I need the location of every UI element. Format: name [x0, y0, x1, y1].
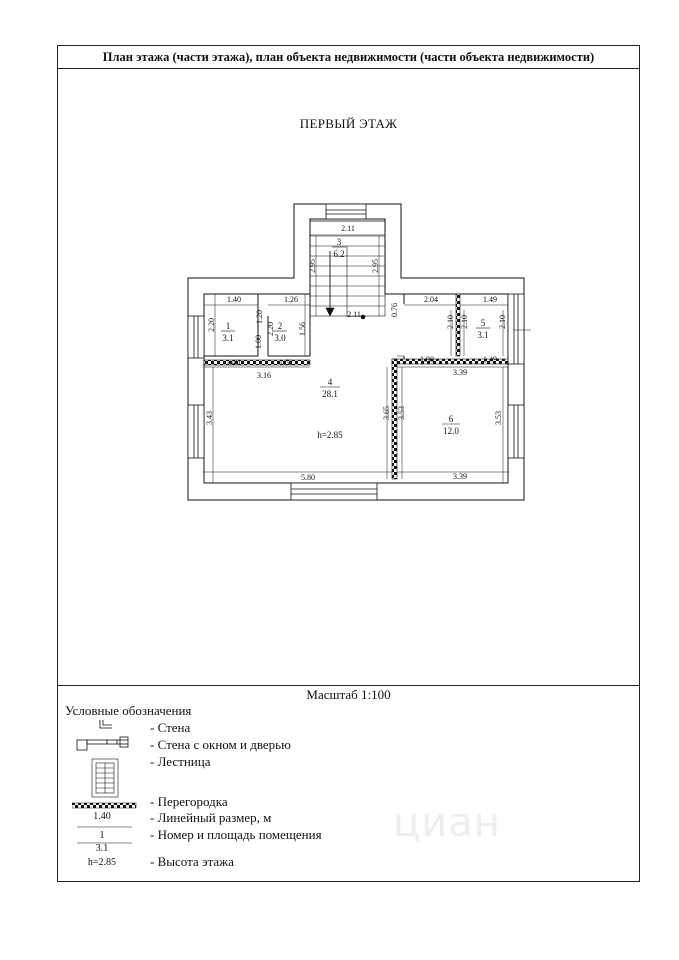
scale-divider [58, 685, 639, 686]
dim-r2-width: 1.26 [284, 295, 298, 304]
room-6-number: 6 [448, 414, 454, 424]
dim-r6-right: 3.53 [494, 411, 503, 425]
dim-r4-right-b: 3.53 [397, 406, 406, 420]
dim-r4-bottom: 5.80 [301, 473, 315, 482]
room-1-area: 3.1 [222, 333, 234, 343]
room-6-area: 12.0 [443, 426, 459, 436]
dimension-values [205, 224, 507, 482]
legend-wall-window-label: - Стена с окном и дверью [150, 737, 291, 752]
dim-r2-door: 1.00 [254, 335, 263, 349]
dim-stair-right: 2.95 [371, 259, 380, 273]
room-5-number: 5 [480, 318, 486, 328]
dim-r4-left: 3.43 [205, 411, 214, 425]
room-4-area: 28.1 [322, 389, 338, 399]
outer-walls [188, 204, 524, 500]
floor-height-label: h=2.85 [317, 430, 343, 440]
dim-r4-right-a: 3.65 [382, 406, 391, 420]
legend-sample-dim: 1.40 [93, 811, 111, 822]
floor-plan [58, 46, 641, 686]
dim-r2-right-h: 2.20 [266, 322, 275, 336]
room-1-number: 1 [225, 321, 231, 331]
legend-sample-room-number: 1 [99, 830, 105, 841]
dim-r2-left-h: 1.20 [255, 310, 264, 324]
dim-r5-top: 2.04 [424, 295, 438, 304]
legend-wall-label: - Стена [150, 720, 191, 735]
legend-sample-room-area: 3.1 [95, 843, 109, 854]
dim-r1-bottom: 1.40 [226, 358, 240, 367]
room-4-number: 4 [327, 377, 333, 387]
dim-r6-top: 3.39 [453, 368, 467, 377]
dim-corridor: 1.52 [279, 358, 293, 367]
dim-r2-low-h: 1.56 [298, 322, 307, 336]
legend-title: Условные обозначения [65, 703, 192, 718]
watermark-logo: циан [393, 800, 501, 846]
legend-height-label: - Высота этажа [150, 854, 234, 869]
windows [188, 204, 524, 500]
dim-r5-b: 2.10 [460, 315, 469, 329]
floor-title: ПЕРВЫЙ ЭТАЖ [299, 116, 398, 131]
scale-label: Масштаб 1:100 [306, 687, 391, 702]
room-2-area: 3.0 [274, 333, 286, 343]
legend-stairs-label: - Лестница [150, 754, 211, 769]
legend-sample-height: h=2.85 [87, 857, 117, 868]
legend-partition-icon [72, 803, 136, 808]
dim-r1-width: 1.40 [227, 295, 241, 304]
plan-frame [57, 45, 640, 882]
legend-dimension-label: - Линейный размер, м [150, 810, 272, 825]
legend-room-label: - Номер и площадь помещения [150, 827, 322, 842]
legend-stairs-icon [92, 759, 118, 797]
room-3-number: 3 [336, 237, 342, 247]
dim-stair-right-gap: 0.76 [390, 303, 399, 317]
dim-r1-height: 2.20 [207, 318, 216, 332]
dim-r5-a: 2.10 [446, 315, 455, 329]
dim-r4-top: 3.16 [257, 371, 271, 380]
legend-wall-icon [100, 720, 112, 728]
dim-r6-top-b: 1.49 [483, 355, 497, 364]
dim-r5-width: 1.49 [483, 295, 497, 304]
legend-wall-window-icon [77, 737, 128, 750]
document-header: План этажа (части этажа), план объекта недвижимости (части объекта недвижимости) [58, 46, 639, 69]
room-3-area: 6.2 [333, 249, 345, 259]
room-5-area: 3.1 [477, 330, 489, 340]
dim-r6-bottom: 3.39 [453, 472, 467, 481]
dim-stair-left: 2.95 [308, 259, 317, 273]
room-2-number: 2 [277, 321, 283, 331]
dim-stair-bottom: 2.11 [347, 310, 361, 319]
legend-partition-label: - Перегородка [150, 794, 228, 809]
dim-r6-top-a: 1.90 [420, 355, 434, 364]
dim-stair-top: 2.11 [341, 224, 355, 233]
dim-r5-right: 2.10 [498, 315, 507, 329]
